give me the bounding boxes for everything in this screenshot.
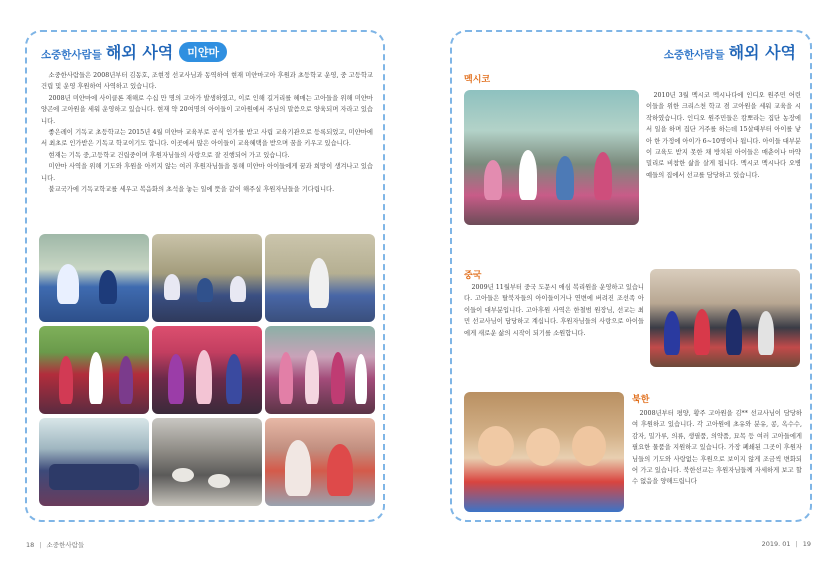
paragraph: 2008년 미얀마에 사이클론 재해로 수십 만 명의 고아가 발생하였고, 이로 인해 길거리를 헤매는 고아들을 위해 미얀마 양곤에 고아원을 세워 운영하고 있습니다. 현재 약 20여명의 아이들이 고아원에서 주님의 말씀으로 양육되며 자라고 있습니다.	[41, 94, 373, 125]
photo-mexico-classroom	[464, 90, 639, 225]
country-badge-myanmar: 미얀마	[179, 42, 227, 62]
photo-classroom-children	[39, 234, 149, 322]
mexico-text	[646, 90, 801, 181]
page-number: 18	[26, 541, 35, 549]
paragraph: 미얀마 사역을 위해 기도와 후원을 아끼지 않는 여러 후원자님들을 통해 미얀마 아이들에게 꿈과 희망이 생겨나고 있습니다.	[41, 163, 373, 182]
footer-issue-date: 2019. 01	[761, 540, 791, 548]
left-page-footer: 18 | 소중한사람들	[26, 541, 85, 549]
section-title-china: 중국	[464, 271, 482, 281]
photo-north-korea-children	[464, 392, 624, 512]
photo-group-students	[39, 326, 149, 414]
paragraph: 불교국가에 기독교학교를 세우고 복음화의 초석을 놓는 일에 뜻을 같이 해주실 후원자님들을 기다립니다.	[48, 186, 335, 194]
myanmar-article	[41, 70, 373, 195]
header-org-name: 소중한사람들	[41, 49, 102, 61]
photo-children-sitting-floor	[152, 234, 262, 322]
north-korea-text	[632, 408, 802, 488]
left-page-panel	[25, 30, 385, 522]
left-page-header	[41, 40, 227, 63]
section-paragraph: 2009년 11월부터 중국 도문시 애심 복리원을 운영하고 있습니다. 고아들은 탈북자들의 아이들이거나 연변에 버려진 조선족 아이들이 대부분입니다. 고아후원 사역은 한철범 원장님, 선교는 최민 선교사님이 담당하고 계십니다. 후원자님들의 사랑으로 아이들에게 새로운 삶의 시작이 되기를 소원합니다.	[464, 284, 644, 337]
right-page-footer: 2019. 01 | 19	[761, 540, 811, 548]
paragraph: 좋은레이 기독교 초등학교는 2015년 4월 미얀마 교육부로 공식 인가를 받고 사립 교육기관으로 등록되었고, 미얀마에서 최초로 인가받은 기독교 학교이기도 합니다. 이곳에서 많은 아이들이 교육혜택을 받으며 꿈을 키우고 있습니다.	[41, 129, 373, 148]
paragraph: 현재는 기독 중,고등학교 건립중이며 후원자님들의 사랑으로 잘 진행되어 가고 있습니다.	[48, 151, 290, 159]
header-title: 해외 사역	[105, 43, 174, 62]
footer-publication-name: 소중한사람들	[46, 541, 85, 549]
photo-teachers-gathering	[152, 326, 262, 414]
paragraph: 소중한사람들은 2008년부터 김동호, 조현정 선교사님과 동역하여 현재 미얀마고아 후원과 초등학교 운영, 중 고등학교 건립 및 운영 후원하여 사역하고 있습니다.	[41, 72, 373, 91]
china-text	[464, 282, 644, 339]
photo-smiling-kids	[265, 418, 375, 506]
section-paragraph: 2010년 3월 멕시코 멕시나다에 인디오 원주민 어린이들을 위한 크리스천 학교 겸 고아원을 세워 교육을 시작하였습니다. 인디오 원주민들은 캄뽀라는 집단 농장에서 일을 하며 집단 거주를 하는데 15살때부터 아이를 낳아 한 가정에 아이가 6~10명이나 됩니다. 아이들 대부분이 교육도 받지 못한 채 방치된 아이들은 매춘이나 마약밀리로 비참한 삶을 살게 됩니다. 멕시코 멕시나다 오병예들의 집에서 선교를 담당하고 있습니다.	[646, 92, 801, 179]
right-page-panel	[450, 30, 812, 522]
photo-women-group	[265, 326, 375, 414]
photo-classroom-desks	[265, 234, 375, 322]
header-title: 해외 사역	[728, 43, 796, 62]
photo-china-children	[650, 269, 800, 367]
section-title-mexico: 멕시코	[464, 75, 491, 85]
page-number: 19	[802, 540, 811, 548]
header-org-name: 소중한사람들	[663, 49, 725, 61]
section-title-north-korea: 북한	[632, 395, 650, 405]
right-page-header	[664, 40, 796, 63]
photo-shared-meal	[152, 418, 262, 506]
section-paragraph: 2008년부터 평양, 황주 고아원을 김** 선교사님이 담당하여 후원하고 있습니다. 각 고아원에 초유와 분유, 콩, 옥수수, 감자, 밀가루, 의류, 생필품, 의약품, 묘목 등 여러 고아들에게 필요한 물품을 지원하고 있습니다. 가장 폐쇄된 그곳이 후원자님들의 기도와 사랑없는 후원으로 보이지 않게 조금씩 변화되어 가고 있습니다. 북한선교는 후원자님들께 자세하게 보고 할 수 없음을 양해드립니다	[632, 410, 802, 486]
photo-assembly-hall	[39, 418, 149, 506]
